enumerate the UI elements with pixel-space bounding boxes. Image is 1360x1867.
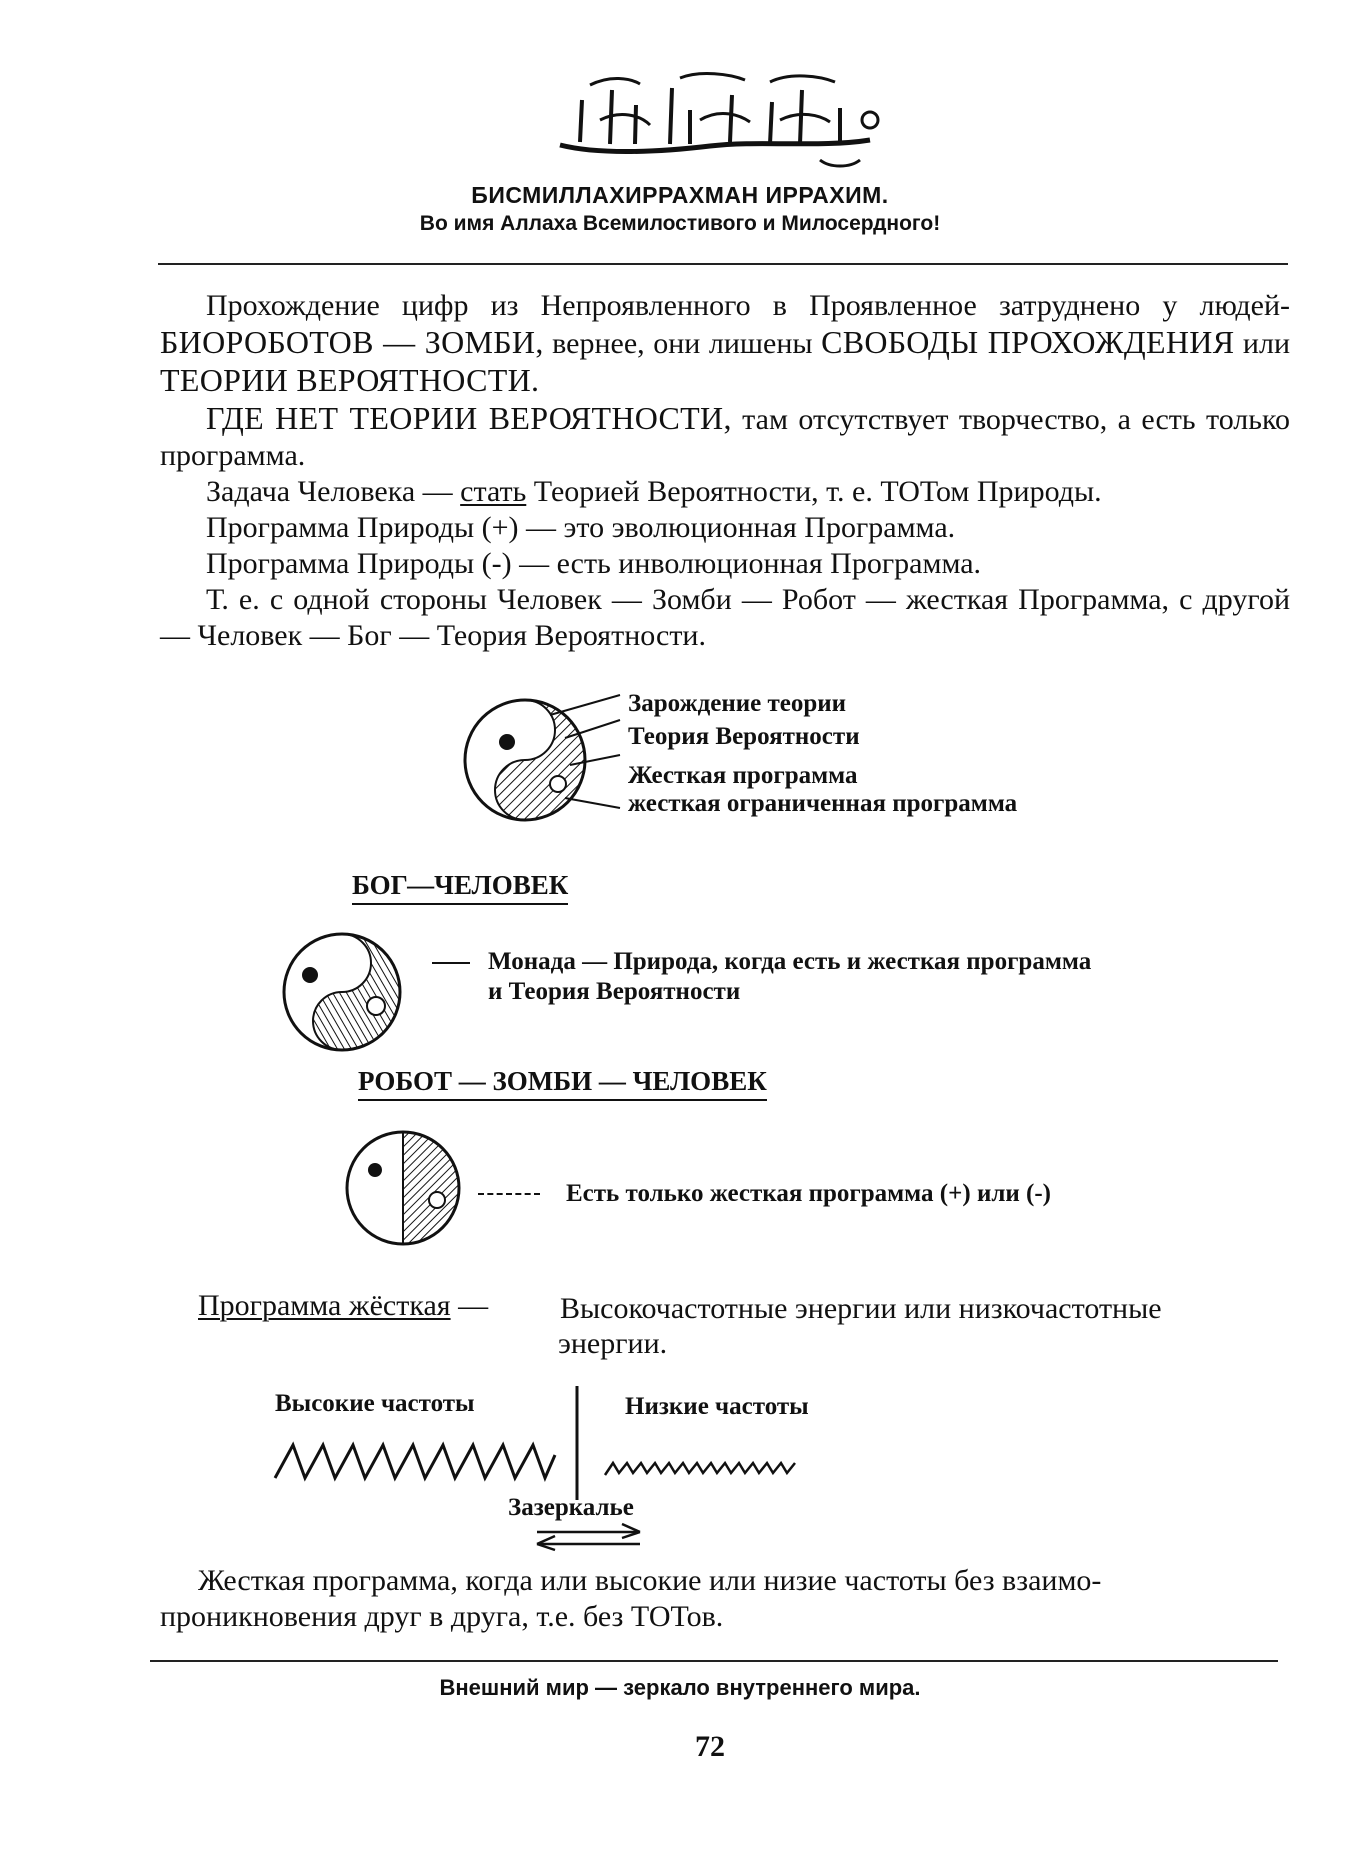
program-dash: —: [450, 1289, 489, 1322]
p1-text-d: СВОБОДЫ ПРОХОЖДЕНИЯ: [821, 324, 1235, 360]
page-number: 72: [695, 1730, 725, 1763]
header-subtitle: Во имя Аллаха Всемилостивого и Милосердного!: [419, 212, 941, 235]
heading-god-human: БОГ—ЧЕЛОВЕК: [352, 870, 568, 905]
program-definition-line1: Высокочастотные энергии или низкочастотные: [560, 1292, 1162, 1325]
calligraphy-graphic: [540, 60, 900, 170]
p1-text-f: ТЕОРИИ ВЕРОЯТНОСТИ.: [160, 362, 540, 398]
monad-icon: [282, 930, 422, 1060]
p1-text-e: или: [1234, 327, 1291, 360]
p3-text-a: Задача Человека —: [206, 475, 461, 508]
frequency-waves-graphic: [265, 1380, 845, 1560]
monad-caption-line2: и Теория Вероятности: [488, 978, 741, 1005]
label-hard-program: Жесткая программа: [628, 762, 858, 789]
p3-underlined-word: стать: [460, 475, 527, 508]
heading-robot-zombie-human: РОБОТ — ЗОМБИ — ЧЕЛОВЕК: [358, 1066, 767, 1101]
mirror-world-label: Зазеркалье: [508, 1494, 634, 1521]
yin-yang-icon: [455, 690, 635, 830]
paragraph-2: [160, 400, 1290, 474]
paragraph-6: Т. е. с одной стороны Человек — Зомби — Робот — жесткая Программа, с другой — Человек — Бог — Теория Вероятности.: [160, 583, 1290, 652]
bottom-rule: [150, 1660, 1278, 1662]
p2-text-b: там отсутствует творчество, а есть только программа.: [160, 403, 1290, 472]
label-hard-limited-program: жесткая ограниченная программа: [628, 790, 1018, 817]
frequency-waves: [265, 1380, 845, 1565]
p1-text-b: БИОРОБОТОВ — ЗОМБИ,: [160, 324, 544, 360]
label-origin-theory: Зарождение теории: [628, 690, 847, 717]
yin-yang-diagram-2: [282, 930, 422, 1065]
p1-text-a: Прохождение цифр из Непроявленного в Проявленное затруднено у людей-: [206, 289, 1290, 322]
p3-text-c: Теорией Вероятности, т. е. ТОТом Природы.: [526, 475, 1102, 508]
closing-line2: проникновения друг в друга, т.е. без ТОТов.: [160, 1600, 724, 1633]
bismillah-calligraphy: [540, 60, 900, 175]
program-term: [198, 1289, 488, 1323]
p1-text-c: вернее, они лишены: [543, 327, 822, 360]
closing-line1: Жесткая программа, когда или высокие или низие частоты без взаимо-: [198, 1564, 1102, 1597]
program-term-text: Программа жёсткая: [198, 1289, 451, 1322]
monad-leader-line: [432, 962, 470, 964]
robot-caption: Есть только жесткая программа (+) или (-): [566, 1180, 1051, 1207]
yin-yang-diagram-1: [455, 690, 635, 835]
top-rule: [158, 263, 1288, 265]
paragraph-1: [160, 288, 1290, 400]
monad-caption-line1: Монада — Природа, когда есть и жесткая программа: [488, 948, 1092, 975]
high-frequency-label: Высокие частоты: [275, 1390, 475, 1417]
paragraph-3: [160, 474, 1290, 510]
robot-leader-line: [478, 1193, 540, 1195]
split-circle-diagram: [345, 1128, 475, 1263]
p2-text-a: ГДЕ НЕТ ТЕОРИИ ВЕРОЯТНОСТИ,: [206, 400, 732, 436]
header-title: БИСМИЛЛАХИРРАХМАН ИРРАХИМ.: [471, 182, 889, 208]
body-text: [160, 288, 1290, 654]
paragraph-4: Программа Природы (+) — это эволюционная Программа.: [206, 511, 956, 544]
label-probability-theory: Теория Вероятности: [628, 723, 860, 750]
low-frequency-label: Низкие частоты: [625, 1393, 809, 1420]
split-circle-icon: [345, 1128, 475, 1258]
program-definition-line2: энергии.: [558, 1327, 668, 1360]
footer-motto: Внешний мир — зеркало внутреннего мира.: [439, 1675, 921, 1700]
paragraph-5: Программа Природы (-) — есть инволюционная Программа.: [206, 547, 982, 580]
